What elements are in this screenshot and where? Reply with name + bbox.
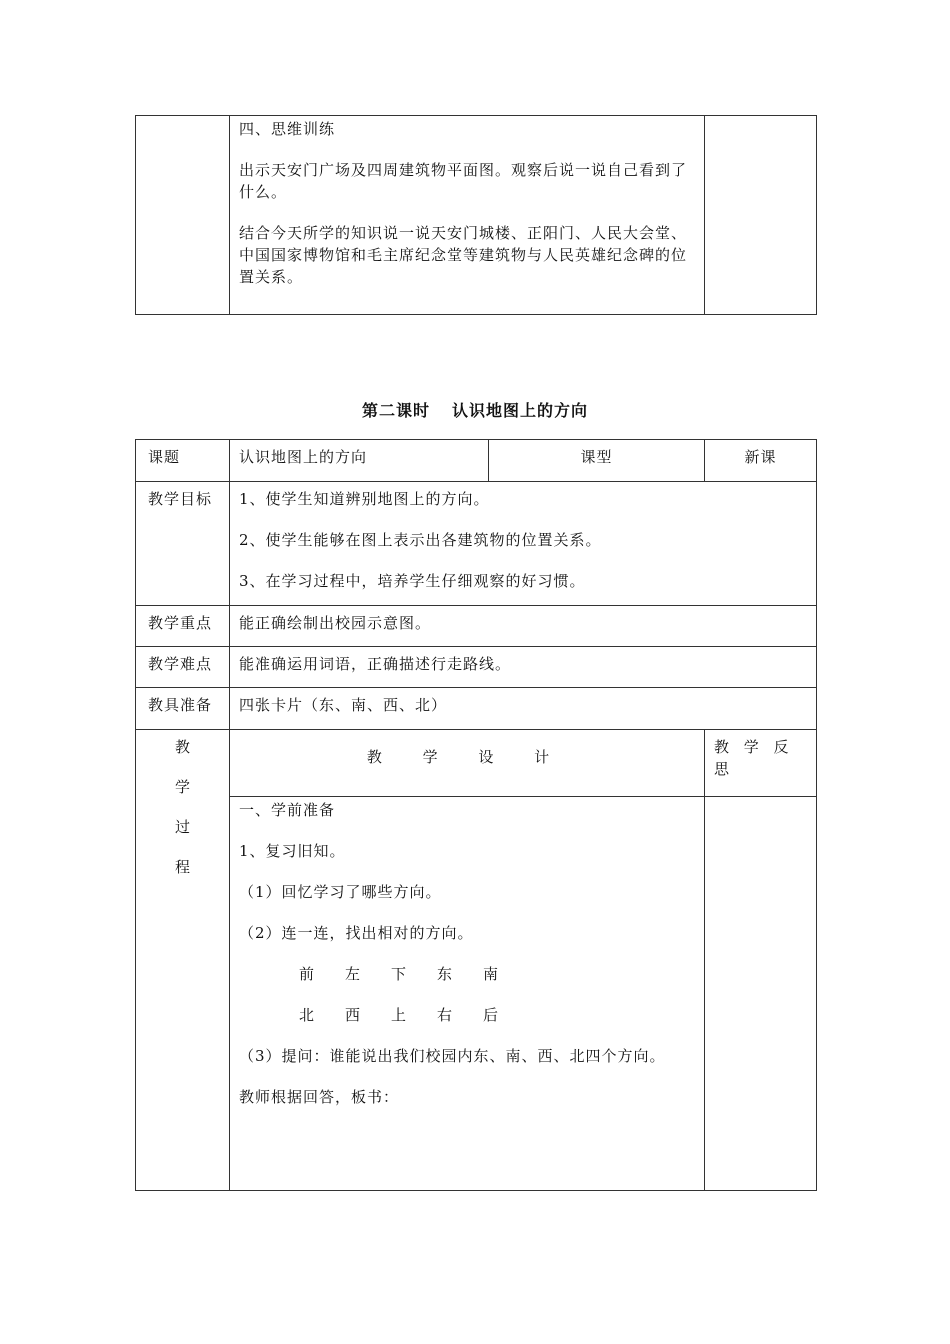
top-content-cell	[230, 116, 705, 315]
type-label: 课型	[580, 448, 613, 466]
goal-item: 1、使学生知道辨别地图上的方向。	[239, 490, 490, 508]
list-item: （1）回忆学习了哪些方向。	[239, 883, 442, 901]
lesson-title: 第二课时 认识地图上的方向	[361, 401, 589, 420]
goal-item: 3、在学习过程中，培养学生仔细观察的好习惯。	[239, 572, 586, 590]
key-point-label: 教学重点	[148, 614, 213, 632]
lesson-plan-table	[135, 439, 817, 1191]
direction-row-bottom: 北 西 上 右 后	[299, 1006, 500, 1024]
table-row	[136, 440, 817, 482]
top-right-cell	[705, 116, 817, 315]
list-item: （2）连一连，找出相对的方向。	[239, 924, 474, 942]
table-row	[136, 730, 817, 797]
table-row	[136, 482, 817, 606]
list-item: （3）提问：谁能说出我们校园内东、南、西、北四个方向。	[239, 1047, 666, 1065]
paragraph: 结合今天所学的知识说一说天安门城楼、正阳门、人民大会堂、中国国家博物馆和毛主席纪念堂等建筑物与人民英雄纪念碑的位置关系。	[239, 224, 688, 286]
top-table	[135, 115, 817, 315]
tools-value: 四张卡片（东、南、西、北）	[239, 696, 448, 714]
difficulty-label: 教学难点	[148, 655, 213, 673]
table-row	[136, 797, 817, 1191]
section-heading: 四、思维训练	[239, 120, 336, 138]
table-row	[136, 647, 817, 688]
list-item: 1、复习旧知。	[239, 842, 346, 860]
paragraph: 出示天安门广场及四周建筑物平面图。观察后说一说自己看到了什么。	[239, 161, 688, 201]
reflection-header: 教 学 反 思	[714, 738, 794, 778]
topic-label: 课题	[148, 448, 181, 466]
difficulty-value: 能准确运用词语，正确描述行走路线。	[239, 655, 512, 673]
type-value: 新课	[744, 448, 777, 466]
tools-label: 教具准备	[148, 696, 213, 714]
goal-item: 2、使学生能够在图上表示出各建筑物的位置关系。	[239, 531, 602, 549]
process-label: 教 学 过 程	[174, 738, 190, 876]
section-heading: 一、学前准备	[239, 801, 336, 819]
reflection-cell	[705, 797, 817, 1191]
top-left-cell	[136, 116, 230, 315]
key-point-value: 能正确绘制出校园示意图。	[239, 614, 432, 632]
list-item: 教师根据回答，板书：	[239, 1088, 400, 1106]
topic-value: 认识地图上的方向	[239, 448, 368, 466]
direction-row-top: 前 左 下 东 南	[299, 965, 500, 983]
design-header: 教 学 设 计	[366, 748, 568, 766]
table-row	[136, 688, 817, 730]
goals-label: 教学目标	[148, 490, 213, 508]
table-row	[136, 606, 817, 647]
